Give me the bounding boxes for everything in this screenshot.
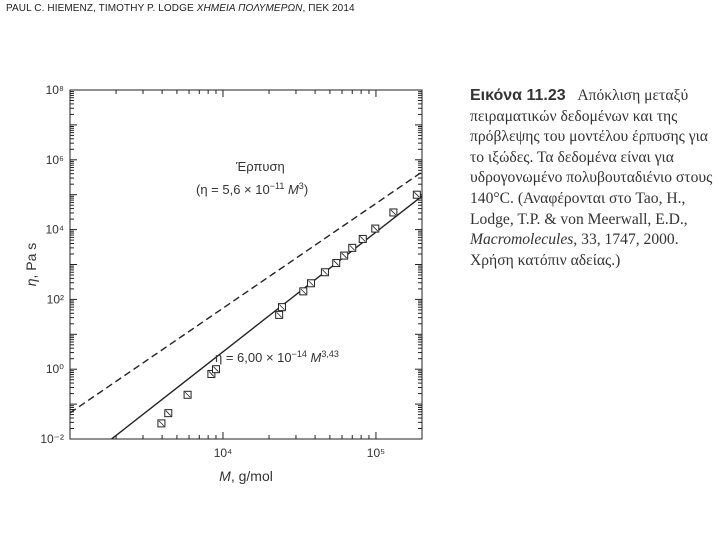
- plot-frame: [70, 90, 422, 439]
- data-point: [184, 391, 191, 398]
- data-point: [300, 288, 307, 295]
- y-tick-label: 10²: [46, 292, 64, 307]
- x-axis-title: M, g/mol: [219, 468, 273, 484]
- x-tick-label: 10⁴: [213, 446, 233, 460]
- y-tick-label: 10⁴: [45, 222, 64, 237]
- data-point: [413, 191, 420, 198]
- caption-figure-number: Εικόνα 11.23: [470, 87, 566, 104]
- data-point: [307, 280, 314, 287]
- fit-formula: $\eta = 6,00 \times 10^{-14}$ M$^{3,43}$: [215, 349, 339, 365]
- data-point: [349, 244, 356, 251]
- y-tick-label: 10⁸: [45, 83, 64, 97]
- data-point: [165, 410, 172, 417]
- caption-journal: Macromolecules: [470, 231, 574, 249]
- reptation-title: Έρπυση: [236, 159, 285, 174]
- y-axis-title: η, Pa s: [23, 242, 39, 287]
- data-point: [372, 225, 379, 232]
- caption-text-part1: Απόκλιση μεταξύ πειραματικών δεδομένων και της πρόβλεψης του μοντέλου έρπυσης για το ιξώδες. Τα δεδομένα είναι για υδρογονωμένο πολυβουταδιένιο στους 140°C. (Αναφέρονται στο Tao, H., Lodge, T.P. & von Meerwall, E.D.,: [470, 87, 713, 228]
- x-tick-label: 10⁵: [366, 446, 386, 460]
- reptation-formula: ($\eta = 5,6 \times 10^{-11}$ $M^3$): [196, 181, 309, 197]
- reptation-line: [70, 172, 422, 413]
- caption-text-part2: , 33, 1747, 2000. Χρήση κατόπιν αδείας.): [470, 231, 679, 269]
- y-tick-label: 10⁻²: [40, 432, 64, 446]
- data-point: [321, 269, 328, 276]
- header-publisher: , ΠΕΚ 2014: [302, 3, 355, 14]
- data-point: [278, 304, 285, 311]
- data-point: [341, 252, 348, 259]
- fit-line: [70, 196, 422, 471]
- figure-caption: [470, 86, 715, 271]
- data-point: [359, 235, 366, 242]
- data-point: [158, 420, 165, 427]
- data-point: [212, 366, 219, 373]
- y-tick-label: 10⁶: [45, 152, 64, 167]
- y-tick-label: 10⁰: [45, 362, 64, 377]
- header-book-title: ΧΗΜΕΙΑ ΠΟΛΥΜΕΡΩΝ: [196, 3, 303, 14]
- data-point: [276, 311, 283, 318]
- header-authors: PAUL C. HIEMENZ, TIMOTHY P. LODGE: [6, 3, 194, 14]
- data-point: [333, 260, 340, 267]
- data-point: [390, 209, 397, 216]
